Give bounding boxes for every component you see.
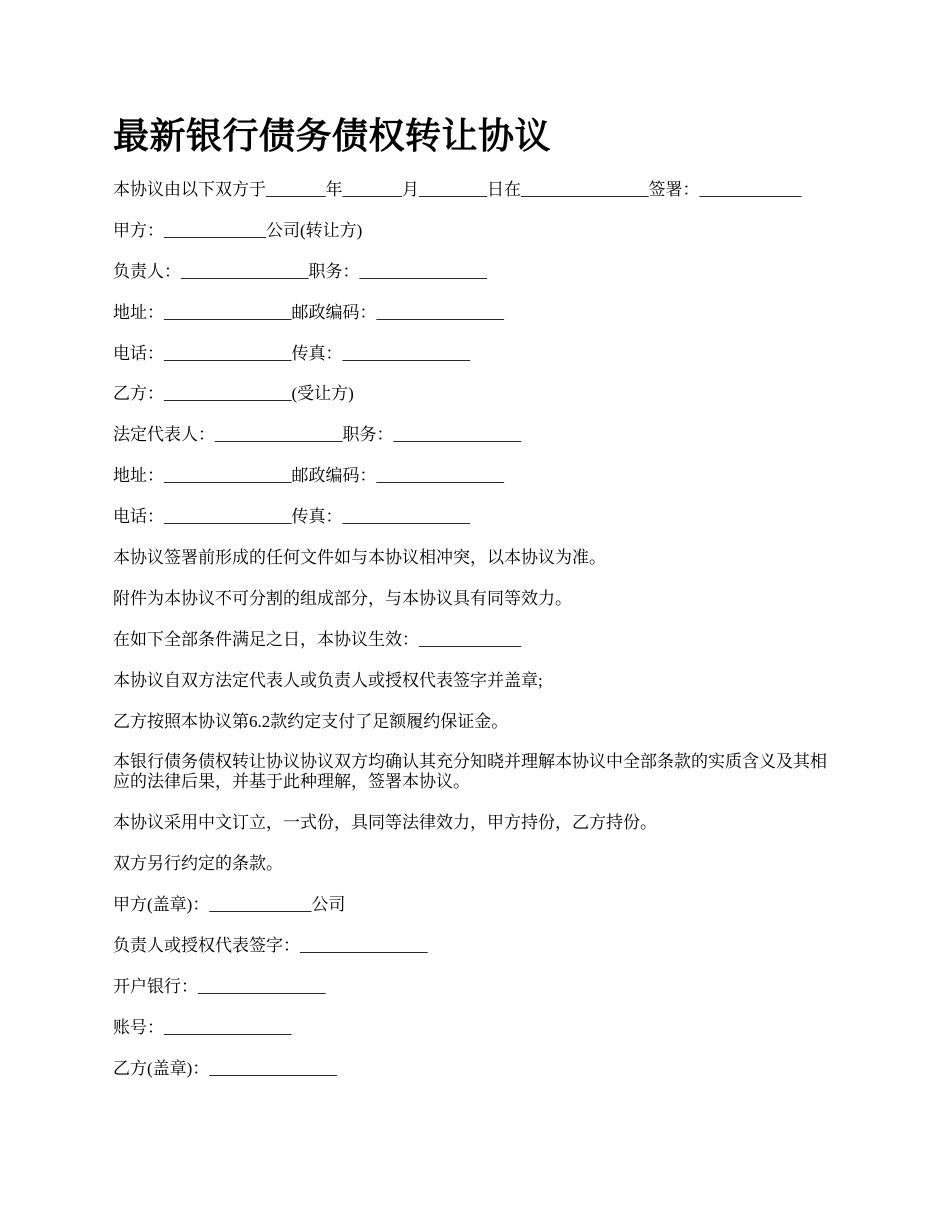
paragraph-party-a: 甲方：____________公司(转让方) bbox=[113, 220, 363, 240]
paragraph-party-b-representative: 法定代表人：_______________职务：_______________ bbox=[113, 425, 521, 445]
paragraph-party-a-phone: 电话：_______________传真：_______________ bbox=[113, 343, 470, 363]
document-title: 最新银行债务债权转让协议 bbox=[113, 116, 552, 156]
paragraph-party-a-address: 地址：_______________邮政编码：_______________ bbox=[113, 302, 504, 322]
paragraph-annex: 附件为本协议不可分割的组成部分，与本协议具有同等效力。 bbox=[113, 588, 572, 608]
paragraph-account: 账号：_______________ bbox=[113, 1017, 292, 1037]
paragraph-party-b: 乙方：_______________(受让方) bbox=[113, 384, 354, 404]
paragraph-precedence: 本协议签署前形成的任何文件如与本协议相冲突，以本协议为准。 bbox=[113, 548, 606, 568]
paragraph-other-terms: 双方另行约定的条款。 bbox=[113, 854, 283, 874]
paragraph-party-b-address: 地址：_______________邮政编码：_______________ bbox=[113, 466, 504, 486]
paragraph-party-a-seal: 甲方(盖章)：____________公司 bbox=[113, 895, 346, 915]
paragraph-intro: 本协议由以下双方于_______年_______月________日在_______________签署：____________ bbox=[113, 180, 802, 199]
paragraph-condition-signing: 本协议自双方法定代表人或负责人或授权代表签字并盖章; bbox=[113, 670, 543, 690]
paragraph-bank: 开户银行：_______________ bbox=[113, 976, 326, 996]
paragraph-effective-conditions: 在如下全部条件满足之日，本协议生效：____________ bbox=[113, 629, 521, 649]
paragraph-party-b-phone: 电话：_______________传真：_______________ bbox=[113, 507, 470, 527]
paragraph-acknowledgement: 本银行债务债权转让协议协议双方均确认其充分知晓并理解本协议中全部条款的实质含义及其相应的法律后果，并基于此种理解，签署本协议。 bbox=[113, 752, 827, 792]
paragraph-party-a-head: 负责人：_______________职务：_______________ bbox=[113, 261, 487, 281]
paragraph-language-copies: 本协议采用中文订立，一式份，具同等法律效力，甲方持份，乙方持份。 bbox=[113, 813, 657, 833]
paragraph-party-b-seal: 乙方(盖章)：_______________ bbox=[113, 1058, 337, 1078]
paragraph-signature: 负责人或授权代表签字：_______________ bbox=[113, 936, 428, 956]
paragraph-condition-deposit: 乙方按照本协议第6.2款约定支付了足额履约保证金。 bbox=[113, 711, 509, 731]
document-body bbox=[113, 180, 843, 1100]
